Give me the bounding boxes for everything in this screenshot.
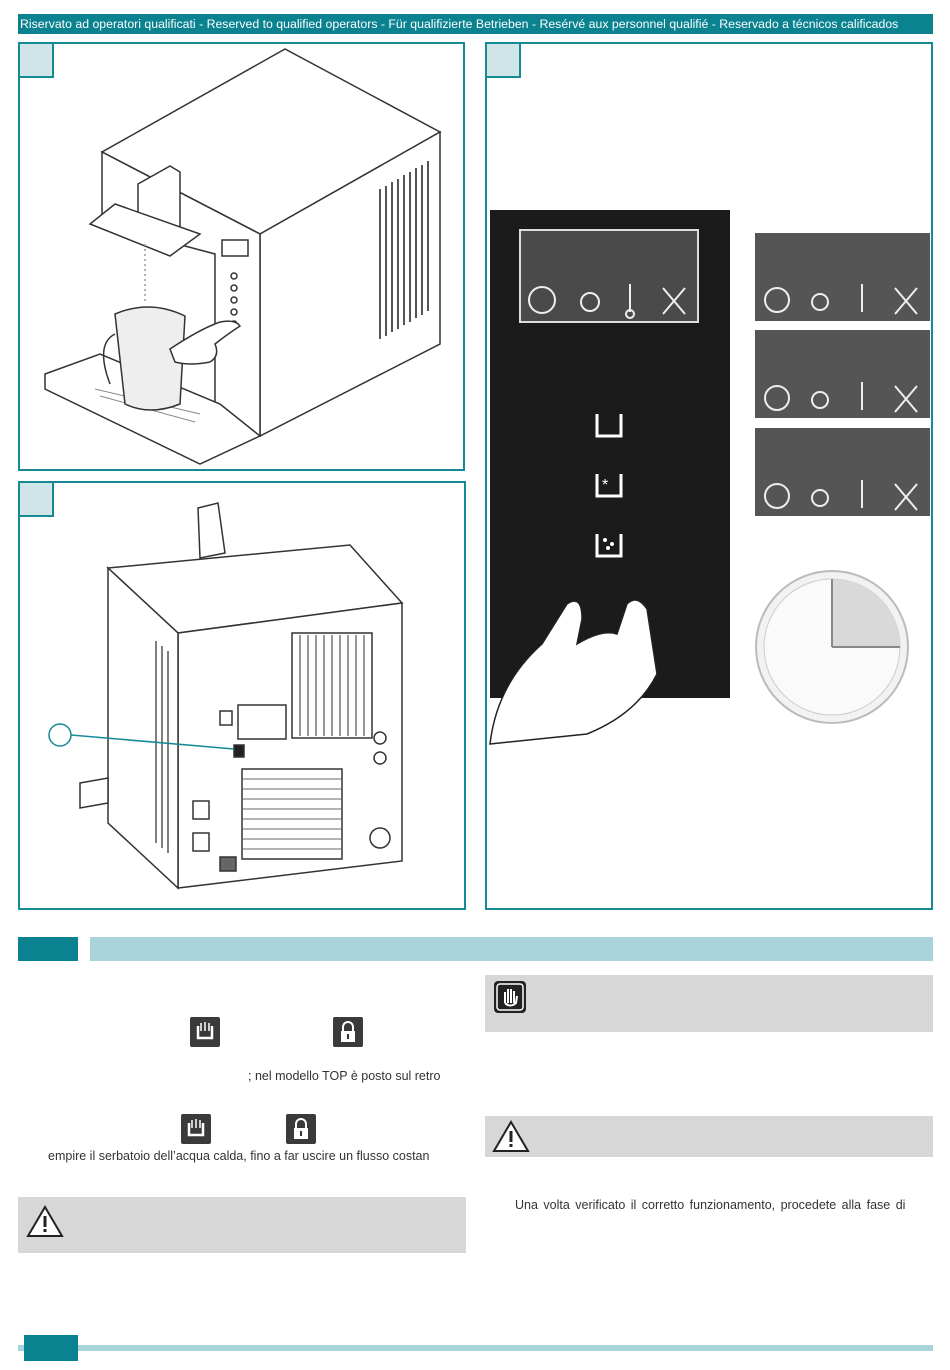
callout-marker — [49, 724, 71, 746]
stop-note — [485, 975, 933, 1032]
page-number-tab — [24, 1335, 78, 1361]
lock-icon — [286, 1114, 316, 1144]
text-line-verify: Una volta verificato il corretto funzionamento, procedete alla fase di — [515, 1198, 906, 1212]
warning-icon — [491, 1119, 531, 1155]
header-banner — [18, 14, 933, 34]
dispenser-illustration-icon — [20, 44, 463, 469]
section-number-tab — [18, 937, 78, 961]
header-banner-text: Riservato ad operatori qualificati - Reserved to qualified operators - Für qualifizierte Betrieben - Resérvé aux personnel qualifié - Reservado a técnicos calificados — [20, 17, 899, 31]
hand-button-icon — [181, 1114, 211, 1144]
figure-tab — [20, 44, 54, 78]
footer-line — [18, 1345, 933, 1351]
dispenser-rear-illustration-icon — [20, 483, 464, 908]
figure-control-panel — [485, 42, 933, 910]
section-title-bar — [90, 937, 933, 961]
figure-dispenser-front — [18, 42, 465, 471]
warning-icon — [25, 1204, 65, 1240]
warning-note-right — [485, 1116, 933, 1157]
svg-text:*: * — [602, 477, 609, 494]
stop-hand-icon — [494, 981, 526, 1013]
figure-tab — [20, 483, 54, 517]
lock-icon — [333, 1017, 363, 1047]
text-line-top-model: ; nel modello TOP è posto sul retro — [248, 1069, 441, 1083]
hand-button-icon — [190, 1017, 220, 1047]
text-line-fill-tank: empire il serbatoio dell’acqua calda, fino a far uscire un flusso costan — [48, 1149, 430, 1163]
control-panel-illustration — [487, 44, 931, 908]
figure-dispenser-back — [18, 481, 466, 910]
warning-note-left — [18, 1197, 466, 1253]
figure-tab — [487, 44, 521, 78]
